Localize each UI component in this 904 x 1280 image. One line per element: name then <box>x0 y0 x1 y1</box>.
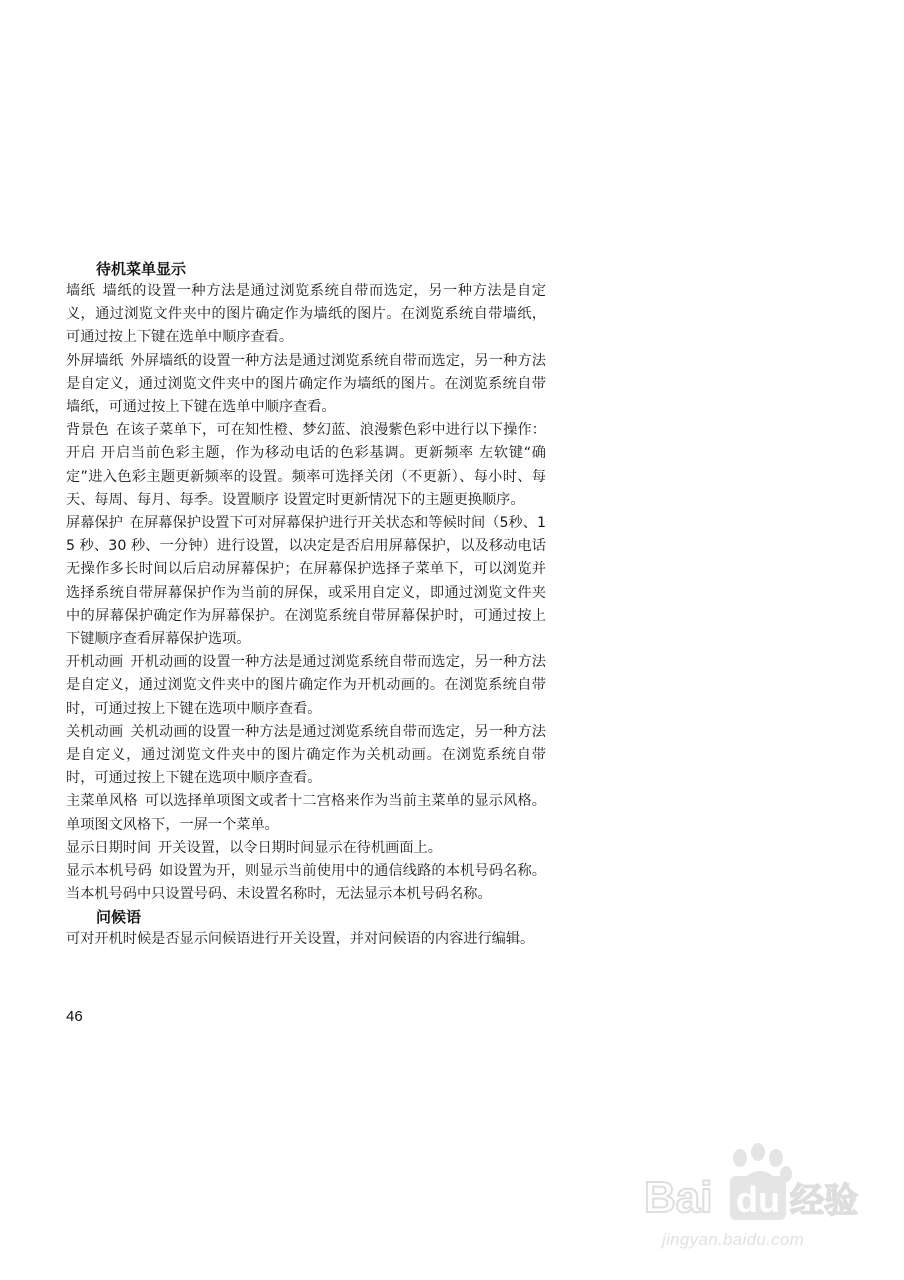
paragraph-background-color <box>66 419 546 512</box>
paragraph-power-off-animation <box>66 721 546 791</box>
paragraph-power-on-animation <box>66 651 546 721</box>
paragraph-greeting: 可对开机时候是否显示问候语进行开关设置，并对问候语的内容进行编辑。 <box>66 931 535 948</box>
paragraph-text: 关机动画的设置一种方法是通过浏览系统自带而选定，另一种方法是自定义，通过浏览文件夹中的图片确定作为关机动画。在浏览系统自带时，可通过按上下键在选项中顺序查看。 <box>66 723 546 787</box>
svg-text:du: du <box>736 1179 780 1220</box>
section-heading-greeting: 问候语 <box>96 908 142 927</box>
term-label: 主菜单风格 <box>66 793 138 810</box>
paragraph-text: 在该子菜单下，可在知性橙、梦幻蓝、浪漫紫色彩中进行以下操作：开启 开启当前色彩主题，作为移动电话的色彩基调。更新频率 左软键“确定”进入色彩主题更新频率的设置。频率可选择关闭（不更新）、每小时、每天、每周、每月、每季。设置顺序 设置定时更新情况下的主题更换顺序。 <box>66 422 546 508</box>
paragraph-screensaver <box>66 512 546 651</box>
paragraph-show-date-time <box>66 837 546 860</box>
page-number: 46 <box>66 1008 83 1025</box>
paragraph-show-own-number <box>66 860 546 906</box>
term-label: 背景色 <box>66 422 110 439</box>
term-label: 屏幕保护 <box>66 515 123 532</box>
term-label: 显示本机号码 <box>66 863 153 880</box>
paragraph-text: 在屏幕保护设置下可对屏幕保护进行开关状态和等候时间（5秒、15 秒、30 秒、一分钟）进行设置，以决定是否启用屏幕保护，以及移动电话无操作多长时间以后启动屏幕保护；在屏幕保护选择子菜单下，可以浏览并选择系统自带屏幕保护作为当前的屏保，或采用自定义，即通过浏览文件夹中的屏幕保护确定作为屏幕保护。在浏览系统自带屏幕保护时，可通过按上下键顺序查看屏幕保护选项。 <box>66 515 546 648</box>
paragraph-text: 开关设置，以令日期时间显示在待机画面上。 <box>158 839 442 856</box>
term-label: 外屏墙纸 <box>66 352 124 369</box>
paragraph-outer-wallpaper <box>66 350 546 420</box>
paragraph-text: 外屏墙纸的设置一种方法是通过浏览系统自带而选定，另一种方法是自定义，通过浏览文件夹中的图片确定作为墙纸的图片。在浏览系统自带墙纸，可通过按上下键在选单中顺序查看。 <box>66 352 546 416</box>
paragraph-text: 可以选择单项图文或者十二宫格来作为当前主菜单的显示风格。单项图文风格下，一屏一个菜单。 <box>66 793 546 833</box>
section-heading-standby-menu: 待机菜单显示 <box>96 260 187 278</box>
paragraph-text: 墙纸的设置一种方法是通过浏览系统自带而选定，另一种方法是自定义，通过浏览文件夹中的图片确定作为墙纸的图片。在浏览系统自带墙纸，可通过按上下键在选单中顺序查看。 <box>66 283 546 346</box>
term-label: 开机动画 <box>66 654 124 671</box>
term-label: 墙纸 <box>66 283 96 299</box>
paragraph-text: 如设置为开，则显示当前使用中的通信线路的本机号码名称。当本机号码中只设置号码、未设置名称时，无法显示本机号码名称。 <box>66 863 546 903</box>
term-label: 显示日期时间 <box>66 839 152 856</box>
paragraph-text: 开机动画的设置一种方法是通过浏览系统自带而选定，另一种方法是自定义，通过浏览文件夹中的图片确定作为开机动画的。在浏览系统自带时，可通过按上下键在选项中顺序查看。 <box>66 654 546 717</box>
baidu-jingyan-watermark <box>640 1140 880 1270</box>
svg-text:经验: 经验 <box>790 1181 858 1221</box>
paragraph-main-menu-style <box>66 790 546 836</box>
term-label: 关机动画 <box>66 723 124 740</box>
baidu-logo-icon <box>640 1140 880 1235</box>
paragraph-wallpaper <box>66 280 546 350</box>
svg-text:Bai: Bai <box>644 1173 713 1222</box>
watermark-url: jingyan.baidu.com <box>662 1230 805 1249</box>
page-content <box>66 258 546 952</box>
